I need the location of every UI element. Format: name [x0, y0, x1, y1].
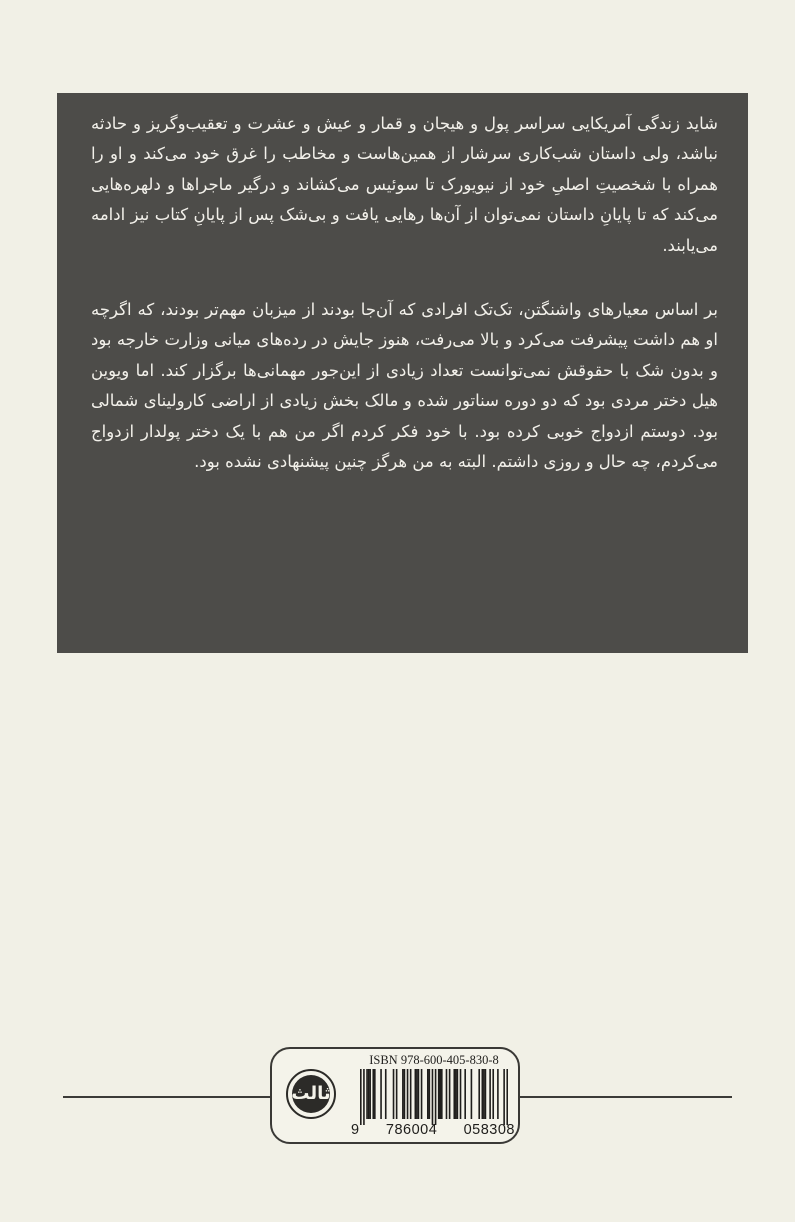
barcode-bar: [455, 1069, 457, 1119]
barcode-bar: [407, 1069, 409, 1119]
barcode-bar: [478, 1069, 480, 1119]
barcode-bar: [427, 1069, 429, 1119]
barcode-bar: [506, 1069, 508, 1125]
barcode-bar: [492, 1069, 494, 1119]
barcode-bar: [464, 1069, 466, 1119]
publisher-logo: [286, 1069, 336, 1119]
barcode-bar: [471, 1069, 473, 1119]
barcode-bar: [410, 1069, 412, 1119]
divider-line-right: [520, 1096, 732, 1098]
blurb-paragraph-2: بر اساس معیارهای واشنگتن، تک‌تک افرادی که آن‌جا بودند از میزبان مهم‌تر بودند، که اگرچه او هم داشت پیشرفت می‌کرد و بالا می‌رفت، هنوز جایش در رده‌های میانی وزارت خارجه بود و بدون شک با حقوقش نمی‌توانست تعداد زیادی از این‌جور مهمانی‌ها برگزار کند. اما ویوین هیل دختر مردی بود که دو دوره سناتور شده و مالک بخش زیادی از اراضی کارولینای شمالی بود. دوستم ازدواج خوبی کرده بود. با خود فکر کردم اگر من هم با یک دختر پولدار ازدواج می‌کردم، چه حال و روزی داشتم. البته به من هرگز چنین پیشنهادی نشده بود.: [91, 300, 718, 472]
barcode-bar: [404, 1069, 406, 1119]
barcode-bar: [432, 1069, 434, 1125]
barcode-bar: [503, 1069, 505, 1125]
barcode-box: [270, 1047, 520, 1144]
barcode-bar: [446, 1069, 448, 1119]
barcode-bar: [439, 1069, 441, 1119]
barcode-bar: [360, 1069, 362, 1125]
barcode-bar: [483, 1069, 485, 1119]
barcode-number-group-1: 786004: [385, 1122, 438, 1138]
barcode-bar: [435, 1069, 437, 1125]
barcode-bars: [360, 1069, 508, 1125]
barcode-bar: [482, 1069, 484, 1119]
barcode-bar: [415, 1069, 417, 1119]
barcode-bar: [418, 1069, 420, 1119]
barcode-bar: [449, 1069, 451, 1119]
divider-line-left: [63, 1096, 270, 1098]
barcode-bar: [457, 1069, 459, 1119]
barcode-bar: [385, 1069, 387, 1119]
barcode-bar: [402, 1069, 404, 1119]
barcode-bar: [416, 1069, 418, 1119]
barcode-bar: [421, 1069, 423, 1119]
barcode-bar: [460, 1069, 462, 1119]
isbn-label: ISBN 978-600-405-830-8: [369, 1053, 499, 1067]
barcode-bar: [380, 1069, 382, 1119]
barcode-bar: [366, 1069, 368, 1119]
barcode-bar: [363, 1069, 365, 1125]
barcode-number-lead: 9: [351, 1122, 360, 1138]
barcode-bar: [453, 1069, 455, 1119]
back-cover-blurb-panel: [57, 93, 748, 653]
barcode-bar: [372, 1069, 374, 1119]
blurb-paragraph-1: شاید زندگی آمریکایی سراسر پول و هیجان و قمار و عیش و عشرت و تعقیب‌وگریز و حادثه نباشد، ولی داستان شب‌کاری سرشار از همین‌هاست و مخاطب را غرق خود می‌کند و او را همراه با شخصیتِ اصلیِ خود از نیویورک تا سوئیس می‌کشاند و درگیر ماجراها و دلهره‌هایی می‌کند که تا پایانِ داستان نمی‌توان از آن‌ها رهایی یافت و بی‌شک پس از پایانِ کتاب نیز ادامه می‌یابند.: [91, 114, 718, 255]
barcode-bar: [438, 1069, 440, 1119]
barcode-bar: [396, 1069, 398, 1119]
barcode-bar: [393, 1069, 395, 1119]
barcode-number: [351, 1122, 515, 1138]
barcode-bar: [368, 1069, 370, 1119]
barcode-bar: [429, 1069, 431, 1119]
barcode-bar: [489, 1069, 491, 1119]
barcode-number-group-2: 058308: [463, 1122, 515, 1138]
barcode-bar: [374, 1069, 376, 1119]
barcode-bar: [441, 1069, 443, 1119]
publisher-logo-mark: ثالث: [292, 1075, 330, 1113]
barcode-bar: [369, 1069, 371, 1119]
barcode-bar: [497, 1069, 499, 1119]
barcode-bar: [485, 1069, 487, 1119]
